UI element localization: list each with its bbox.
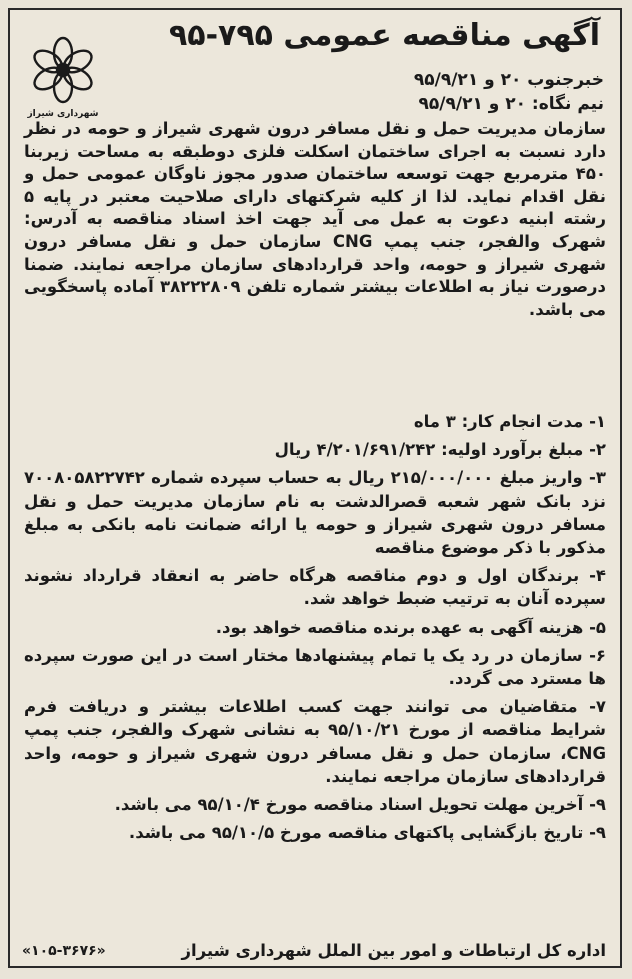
notice-item: ۹- تاریخ بازگشایی پاکتهای مناقصه مورخ ۹۵/۱۰/۵ می باشد. <box>128 823 606 843</box>
notice-item: ۱- مدت انجام کار: ۳ ماه <box>413 412 606 431</box>
publication-dates <box>134 68 604 116</box>
notice-item: ۳- واریز مبلغ ۲۱۵/۰۰۰/۰۰۰ ریال به حساب سپرده شماره ۷۰۰۸۰۵۸۲۲۷۴۲ نزد بانک شهر شعبه قصرالدشت به نام سازمان مدیریت حمل و نقل مسافر درون شهری شیراز و حومه یا ارائه ضمانت نامه بانکی به مبلغ مذکور با ذکر موضوع مناقصه <box>24 468 606 558</box>
footer-organization: اداره کل ارتباطات و امور بین الملل شهرداری شیراز <box>181 941 606 960</box>
notice-page <box>8 8 622 968</box>
notice-footer <box>22 941 606 960</box>
shiraz-municipality-logo <box>24 36 102 120</box>
flower-logo-icon <box>24 36 102 120</box>
notice-item: ۷- متقاضیان می توانند جهت کسب اطلاعات بیشتر و دریافت فرم شرایط مناقصه از مورخ ۹۵/۱۰/۲۱ به نشانی شهرک والفجر، جنب پمپ CNG، سازمان حمل و نقل مسافر درون شهری شیراز و حومه، واحد قراردادهای سازمان مراجعه نمایند. <box>24 697 606 786</box>
notice-item: ۹- آخرین مهلت تحویل اسناد مناقصه مورخ ۹۵/۱۰/۴ می باشد. <box>114 795 606 815</box>
notice-title: آگهی مناقصه عمومی ۷۹۵-۹۵ <box>168 18 600 53</box>
notice-item: ۴- برندگان اول و دوم مناقصه هرگاه حاضر به انعقاد قرارداد نشوند سپرده آنان به ترتیب ضبط خواهد شد. <box>24 566 606 609</box>
notice-item: ۶- سازمان در رد یک یا تمام پیشنهادها مختار است در این صورت سپرده ها مسترد می گردد. <box>24 645 606 689</box>
footer-code: «۱۰۵-۳۶۷۶» <box>22 942 106 959</box>
notice-intro: سازمان مدیریت حمل و نقل مسافر درون شهری شیراز و حومه در نظر دارد نسبت به اجرای ساختمان اسکلت فلزی دوطبقه به مساحت زیربنا ۴۵۰ مترمربع جهت توسعه ساختمان صدور مجوز ناوگان عمومی حمل و نقل اقدام نماید. لذا از کلیه شرکتهای دارای صلاحیت معتبر در پایه ۵ رشته ابنیه دعوت به عمل می آید جهت اخذ اسناد مناقصه به آدرس: شهرک والفجر، جنب پمپ CNG سازمان حمل و نقل مسافر درون شهری شیراز و حومه، واحد قراردادهای سازمان مراجعه نمایند. ضمنا درصورت نیاز به اطلاعات بیشتر شماره تلفن ۳۸۲۲۲۸۰۹ آماده پاسخگویی می باشد. <box>24 119 606 319</box>
notice-item: ۵- هزینه آگهی به عهده برنده مناقصه خواهد بود. <box>215 617 606 637</box>
date-line-2: نیم نگاه: ۲۰ و ۹۵/۹/۲۱ <box>418 94 604 114</box>
date-line-1: خبرجنوب ۲۰ و ۹۵/۹/۲۱ <box>413 70 604 90</box>
notice-item: ۲- مبلغ برآورد اولیه: ۴/۲۰۱/۶۹۱/۲۴۲ ریال <box>274 440 606 460</box>
logo-caption: شهرداری شیراز <box>27 109 99 119</box>
notice-items <box>24 410 606 849</box>
